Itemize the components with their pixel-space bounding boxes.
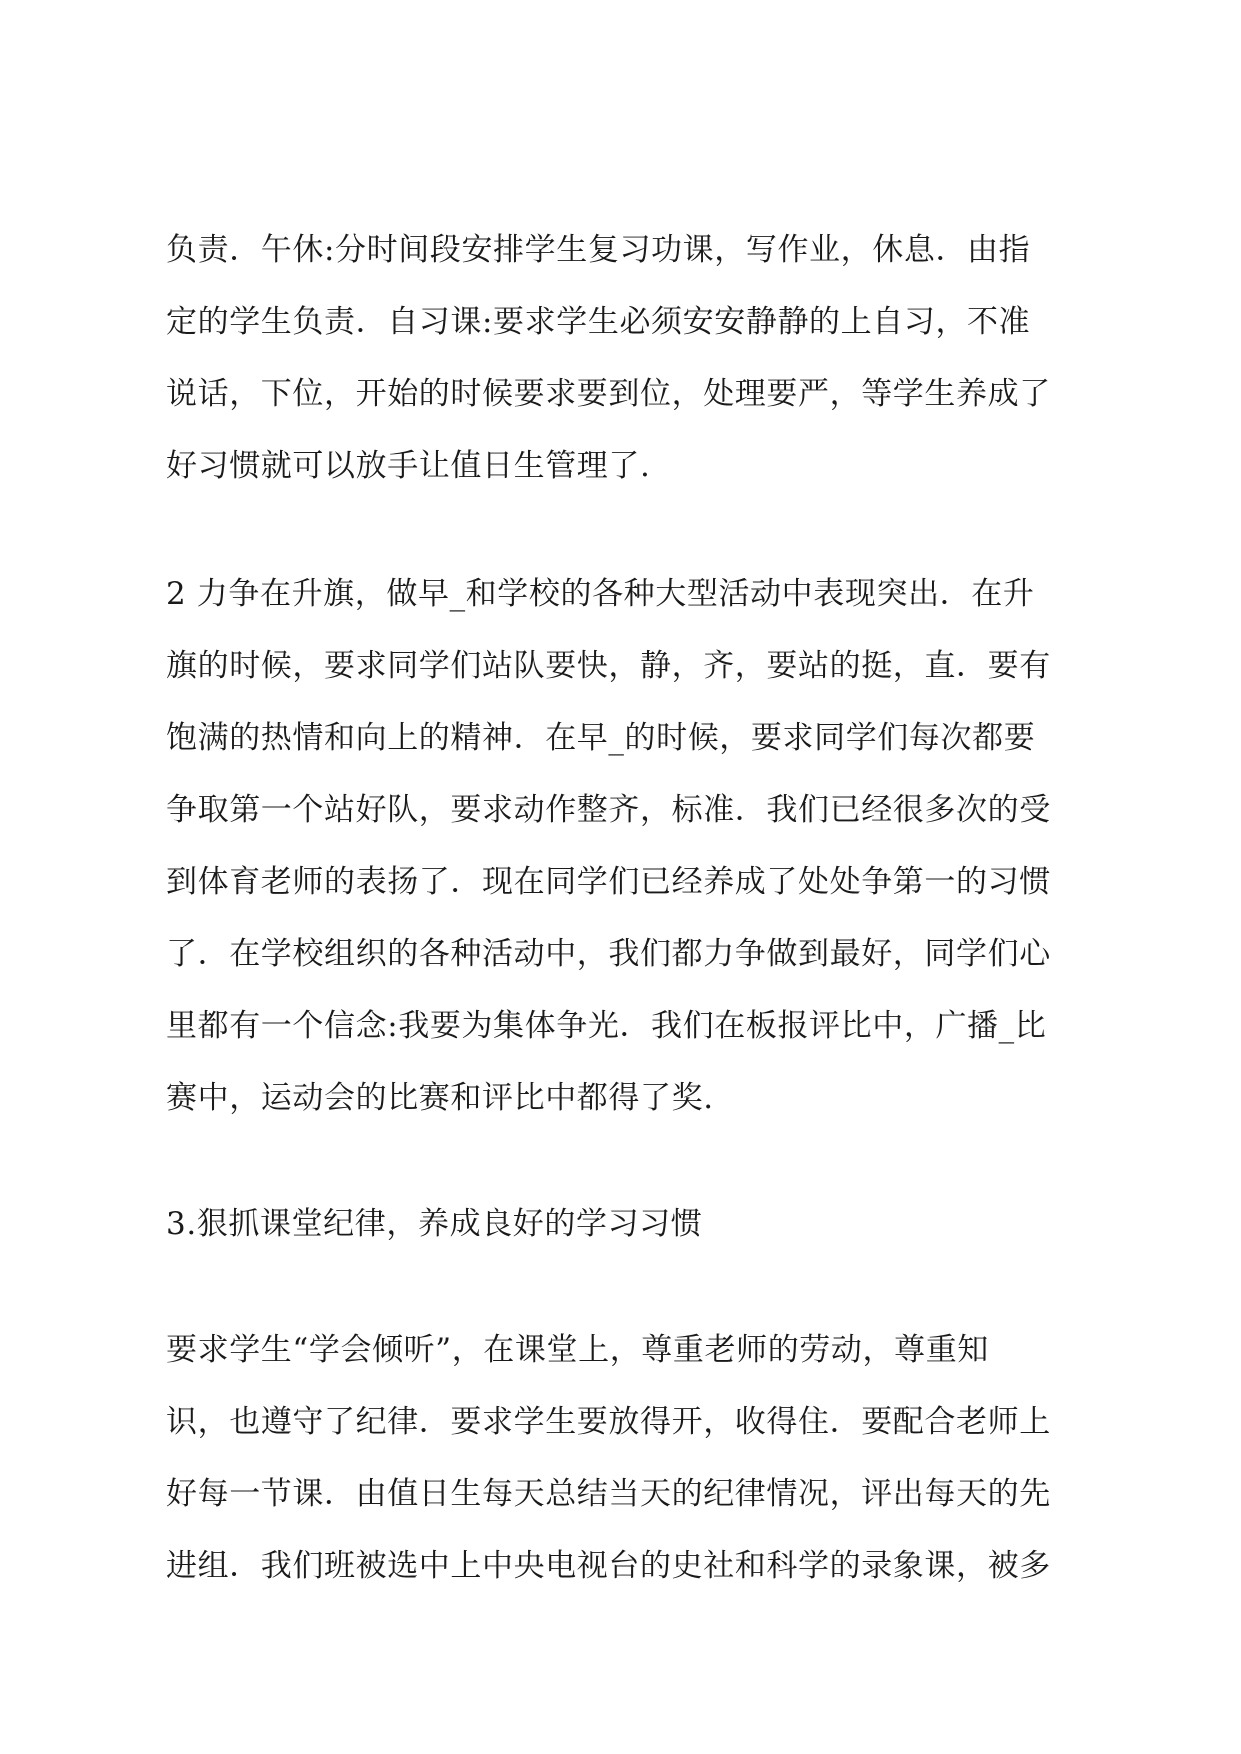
text-line: 赛中，运动会的比赛和评比中都得了奖. xyxy=(166,1080,714,1116)
text-line: 定的学生负责．自习课:要求学生必须安安静静的上自习，不准 xyxy=(166,304,1031,340)
text-line: 2 力争在升旗，做早_和学校的各种大型活动中表现突出．在升 xyxy=(166,576,1035,612)
text-line: 说话，下位，开始的时候要求要到位，处理要严，等学生养成了 xyxy=(166,376,1051,412)
text-line: 旗的时候，要求同学们站队要快，静，齐，要站的挺，直．要有 xyxy=(166,648,1051,684)
text-line: 要求学生“学会倾听”，在课堂上，尊重老师的劳动，尊重知 xyxy=(166,1332,989,1368)
text-line: 里都有一个信念:我要为集体争光．我们在板报评比中，广播_比 xyxy=(166,1008,1047,1044)
text-line: 识，也遵守了纪律．要求学生要放得开，收得住．要配合老师上 xyxy=(166,1404,1051,1440)
text-line: 了．在学校组织的各种活动中，我们都力争做到最好，同学们心 xyxy=(166,936,1051,972)
text-line: 好每一节课．由值日生每天总结当天的纪律情况，评出每天的先 xyxy=(166,1476,1051,1512)
text-line: 饱满的热情和向上的精神．在早_的时候，要求同学们每次都要 xyxy=(166,720,1036,756)
text-line: 进组．我们班被选中上中央电视台的史社和科学的录象课，被多 xyxy=(166,1548,1051,1584)
text-line: 好习惯就可以放手让值日生管理了. xyxy=(166,448,651,484)
text-line: 争取第一个站好队，要求动作整齐，标准．我们已经很多次的受 xyxy=(166,792,1051,828)
text-line: 到体育老师的表扬了．现在同学们已经养成了处处争第一的习惯 xyxy=(166,864,1051,900)
section-heading: 3.狠抓课堂纪律，养成良好的学习习惯 xyxy=(166,1206,703,1242)
text-line: 负责．午休:分时间段安排学生复习功课，写作业，休息．由指 xyxy=(166,232,1031,268)
